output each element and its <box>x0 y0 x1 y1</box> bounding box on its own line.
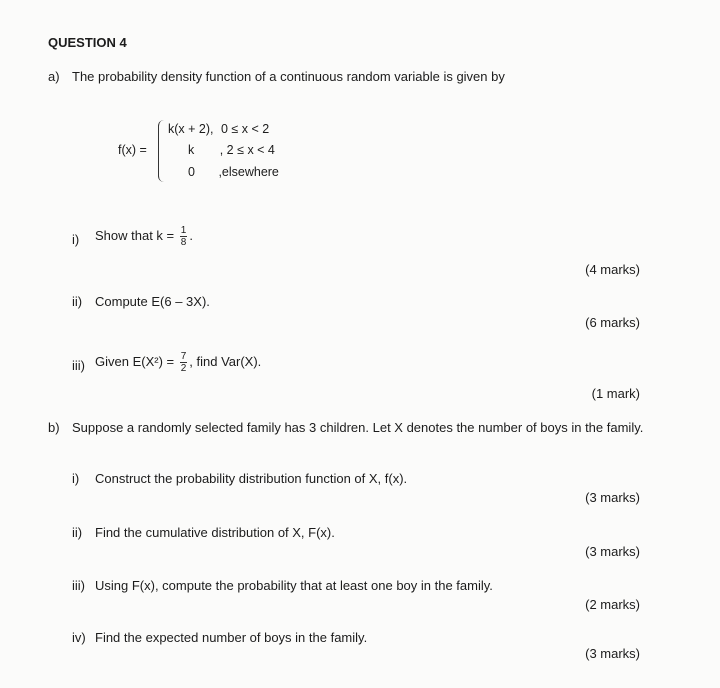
marks-label: (3 marks) <box>585 490 640 505</box>
fraction-denominator: 8 <box>180 237 187 248</box>
part-b-letter: b) <box>48 420 60 435</box>
item-text: Find the cumulative distribution of X, F(x). <box>95 525 335 540</box>
case-expr: 0 <box>188 165 195 179</box>
case-cond: 0 ≤ x < 2 <box>220 122 270 136</box>
item-text-after: , find Var(X). <box>189 353 262 369</box>
item-text: Using F(x), compute the probability that at least one boy in the family. <box>95 578 493 593</box>
item-text-after: . <box>189 227 193 243</box>
marks-label: (6 marks) <box>585 315 640 330</box>
item-text: Find the expected number of boys in the family. <box>95 630 368 645</box>
case-cond: , 2 ≤ x < 4 <box>219 143 275 157</box>
case-row <box>188 165 279 179</box>
case-expr: k(x + 2), <box>168 122 214 136</box>
marks-label: (4 marks) <box>585 262 640 277</box>
item-text-before: Given E(X²) = <box>95 353 175 369</box>
item-text: Compute E(6 – 3X). <box>95 294 210 309</box>
fraction <box>180 225 188 248</box>
fraction-numerator: 1 <box>180 225 187 236</box>
case-expr: k <box>188 143 195 157</box>
marks-label: (2 marks) <box>585 597 640 612</box>
item-text <box>95 225 193 248</box>
case-row <box>168 122 269 136</box>
item-number: ii) <box>72 525 83 540</box>
item-number: i) <box>72 471 80 486</box>
part-b-intro: Suppose a randomly selected family has 3 children. Let X denotes the number of boys in the family. <box>72 420 644 435</box>
item-number: iii) <box>72 578 85 593</box>
case-row <box>188 143 275 157</box>
marks-label: (1 mark) <box>591 386 640 401</box>
item-number: i) <box>72 232 80 247</box>
case-cond: ,elsewhere <box>218 165 279 179</box>
fx-label: f(x) = <box>118 143 147 157</box>
item-text: Construct the probability distribution function of X, f(x). <box>95 471 408 486</box>
item-number: iv) <box>72 630 86 645</box>
question-title: QUESTION 4 <box>48 35 127 50</box>
part-a-letter: a) <box>48 69 60 84</box>
item-text-before: Show that k = <box>95 227 175 243</box>
fraction-denominator: 2 <box>180 363 187 374</box>
part-a-intro: The probability density function of a continuous random variable is given by <box>72 69 505 84</box>
item-text <box>95 351 261 374</box>
fraction-numerator: 7 <box>180 351 187 362</box>
item-number: ii) <box>72 294 83 309</box>
marks-label: (3 marks) <box>585 646 640 661</box>
piecewise-brace <box>158 120 167 182</box>
fraction <box>180 351 188 374</box>
item-number: iii) <box>72 358 85 373</box>
marks-label: (3 marks) <box>585 544 640 559</box>
